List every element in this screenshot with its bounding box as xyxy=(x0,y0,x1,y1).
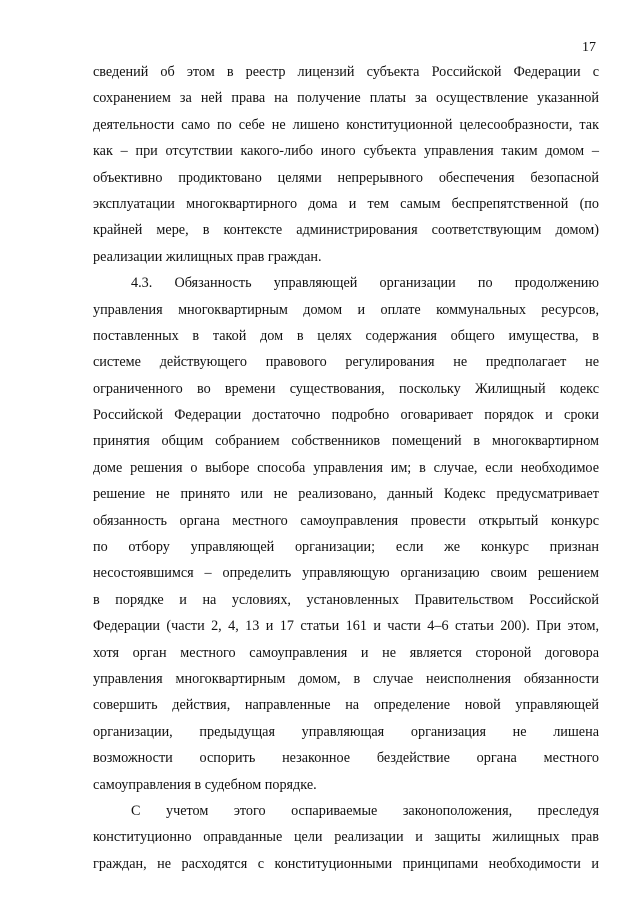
text-line: в порядке и на условиях, установленных Правительством Российской xyxy=(93,591,599,608)
text-line: системе действующего правового регулирования не предполагает не xyxy=(93,354,599,371)
text-line: доме решения о выборе способа управления им; в случае, если необходимое xyxy=(93,459,599,476)
body-text xyxy=(93,59,599,877)
text-line: конституционно оправданные цели реализации и защиты жилищных прав xyxy=(93,829,599,846)
text-line: поставленных в такой дом в целях содержания общего имущества, в xyxy=(93,327,599,344)
text-line: организации, предыдущая управляющая организация не лишена xyxy=(93,723,599,740)
text-line: несостоявшимся – определить управляющую организацию своим решением xyxy=(93,565,599,582)
text-line: ограниченного во времени существования, поскольку Жилищный кодекс xyxy=(93,380,599,397)
text-line: совершить действия, направленные на определение новой управляющей xyxy=(93,697,599,714)
text-line: крайней мере, в контексте администрирования соответствующим домом) xyxy=(93,222,599,239)
text-line: Российской Федерации достаточно подробно оговаривает порядок и сроки xyxy=(93,407,599,424)
text-line: граждан, не расходятся с конституционными принципами необходимости и xyxy=(93,855,599,872)
text-line: С учетом этого оспариваемые законоположения, преследуя xyxy=(131,802,599,819)
text-line: как – при отсутствии какого-либо иного субъекта управления таким домом – xyxy=(93,143,599,160)
text-line: управления многоквартирным домом, в случае неисполнения обязанности xyxy=(93,670,599,687)
text-line: сохранением за ней права на получение платы за осуществление указанной xyxy=(93,90,599,107)
text-line: объективно продиктовано целями непрерывного обеспечения безопасной xyxy=(93,169,599,186)
text-line: по отбору управляющей организации; если же конкурс признан xyxy=(93,539,599,556)
text-line: сведений об этом в реестр лицензий субъекта Российской Федерации с xyxy=(93,64,599,80)
text-line: 4.3. Обязанность управляющей организации по продолжению xyxy=(131,275,599,292)
text-line: эксплуатации многоквартирного дома и тем самым беспрепятственной (по xyxy=(93,195,599,212)
text-line: решение не принято или не реализовано, данный Кодекс предусматривает xyxy=(93,486,599,503)
text-line: управления многоквартирным домом и оплате коммунальных ресурсов, xyxy=(93,301,599,318)
text-line: Федерации (части 2, 4, 13 и 17 статьи 161 и части 4–6 статьи 200). При этом, xyxy=(93,618,599,635)
text-line: хотя орган местного самоуправления и не является стороной договора xyxy=(93,644,599,661)
text-line: принятия общим собранием собственников помещений в многоквартирном xyxy=(93,433,599,450)
text-line: самоуправления в судебном порядке. xyxy=(93,776,317,793)
text-line: обязанность органа местного самоуправления провести открытый конкурс xyxy=(93,512,599,529)
text-line: возможности оспорить незаконное бездействие органа местного xyxy=(93,750,599,767)
text-line: деятельности само по себе не лишено конституционной целесообразности, так xyxy=(93,116,599,133)
text-line: реализации жилищных прав граждан. xyxy=(93,248,322,265)
page-number: 17 xyxy=(582,40,596,55)
